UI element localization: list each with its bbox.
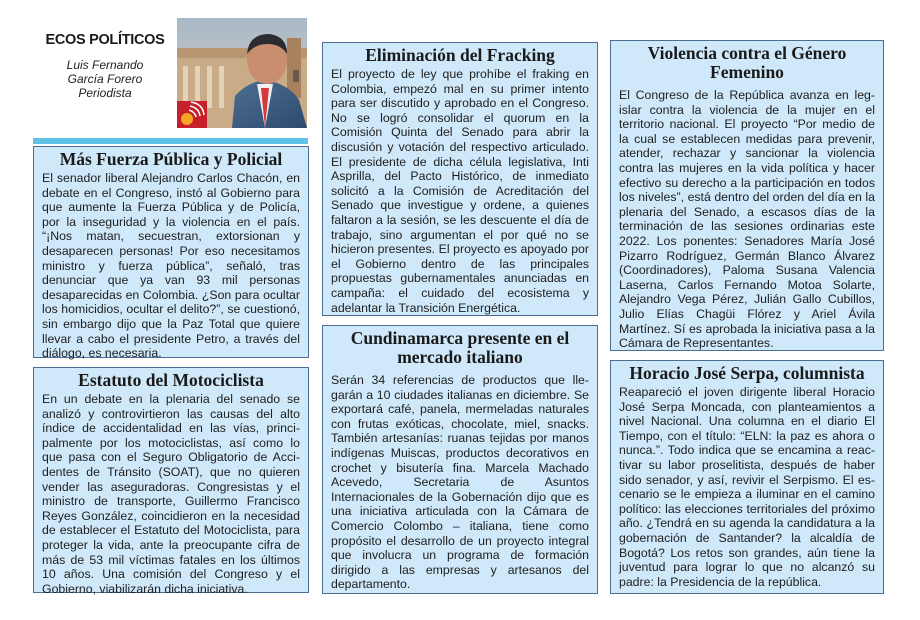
author-portrait-image [177,18,307,128]
author-byline [40,58,170,100]
article-body: Serán 34 referencias de productos que llegarán a 10 ciudades italianas en diciembre. Se exportará café, panela, mermeladas naturales con frutas exóticas, chocolate, miel, snacks. También artesanías: ruanas tejidas por manos indígenas Muiscas, productos decorativos en crochet y bisutería fina. Marcela Machado Acevedo, Secretaria de Asuntos Internacionales de la Gobernación dijo que es una iniciativa articulada con la Cámara de Comercio Colombo – italiana, tiene como propósito el desarrollo de un proyecto integral que involucra un programa de formación dirigido a las empresas y artesanos del departamento. [331,373,589,592]
article-box [33,146,309,361]
article-title: Horacio José Serpa, columnista [629,363,865,383]
article-title: Eliminación del Fracking [365,45,555,65]
author-role: Periodista [78,86,132,100]
author-name-line2: García Forero [67,72,143,86]
section-title: ECOS POLÍTICOS [45,32,165,48]
article-body: El senador liberal Alejandro Carlos Chacón, en debate en el Congreso, instó al Gobierno para que aumente la Fuerza Pública y de Policía, por la inseguridad y la violencia en el país. “¡Nos matan, secuestran, extorsionan y desaparecen personas! Por eso necesitamos ministro y fuerza pública”, señaló, tras denunciar que ya van 93 mil personas desaparecidas en Colombia. ¿Son para ocultar los homicidios, ocultar el delito?”, se cuestionó, sin embargo dijo que la Paz Total que quiere llevar a cabo el presidente Petro, a través del diálogo, es necesaria. [42,171,300,361]
article-body: El Congreso de la República avanza en legislar contra la violencia de la mujer en el territorio nacional. El proyecto “Por medio de la cual se establecen medidas para prevenir, atender, rechazar y sancionar la violencia contra las mujeres en la vida política y hacer efectivo su derecho a la participación en todos los niveles”, está dentro del orden del día en la plenaria del Senado, a escasos días de la terminación de las sesiones ordinarias este 2022. Los ponentes: Senadores María José Pizarro Rodríguez, Germán Blanco Álvarez (Coordinadores), Paloma Susana Valencia Laserna, Carlos Fernando Motoa Solarte, Alejandro Vega Pérez, Julián Gallo Cubillos, Julio Elías Chagüi Flórez y Ariel Ávila Martínez. Sí es aprobada la iniciativa pasa a la Cámara de Representantes. [619,88,875,351]
article-box [322,42,598,316]
article-body: En un debate en la plenaria del senado se analizó y controvirtieron las causas del alto índice de accidentalidad en las vías, principalmente por los motociclistas, así como lo que pasa con el Seguro Obligatorio de Accidentes de Tránsito (SOAT), que no quieren vender las aseguradoras. Congresistas y el ministro de transporte, Guillermo Francisco Reyes González, coincidieron en la necesidad de establecer el Estatuto del Motociclista, para proteger la vida, ante la preocupante cifra de más de 53 mil víctimas fatales en los últimos 10 años. Una comisión del Congreso y el Gobierno, viabilizarán dicha iniciativa. [42,392,300,596]
radio-signal-icon [177,101,207,128]
article-title: Violencia contra el Género Femenino [647,43,847,82]
article-body: Reapareció el joven dirigente liberal Horacio José Serpa Moncada, con planteamientos a nivel Nacional. Una columna en el diario El Tiempo, con el título: “ELN: la paz es ahora o nunca.”. Todo indica que se encamina a reactivar su labor proselitista, después de haber sido senador, y así, revivir el Serpismo. El escenario se le empieza a iluminar en el camino político: las elecciones territoriales del próximo año. ¿Tendrá en su agenda la candidatura a la gobernación de Santander? la alcaldía de Bogotá? Los retos son grandes, aún tiene la juventud para lograr lo que no alcanzó su padre: la Presidencia de la república. [619,385,875,589]
article-box [610,360,884,594]
author-photo [177,18,307,128]
article-box [610,40,884,351]
article-title: Estatuto del Motociclista [78,370,264,390]
article-body: El proyecto de ley que prohíbe el fraking en Colombia, empezó mal en su primer intento para ser discutido y aprobado en el Congreso. No se logró consolidar el quorum en la Comisión Quinta del Senado para abrir la discusión y votación del respectivo articulado. El presidente de dicha célula legislativa, Inti Asprilla, del Pacto Histórico, de inmediato solicitó a la Comisión de Acreditación del Senado que investigue y ordene, a quienes faltaron a la sesión, se les descuente el día de trabajo, sino argumentan el por qué no se hicieron presentes. El proyecto es apoyado por el Gobierno dentro de las principales propuestas gubernamentales anunciadas en campaña: el cuidado del ecosistema y adelantar la Transición Energética. [331,67,589,315]
article-box [322,325,598,594]
article-title: Cundinamarca presente en el mercado italiano [350,328,570,367]
author-name-line1: Luis Fernando [66,58,144,72]
article-title: Más Fuerza Pública y Policial [59,149,283,169]
article-box [33,367,309,596]
accent-bar [33,138,308,144]
